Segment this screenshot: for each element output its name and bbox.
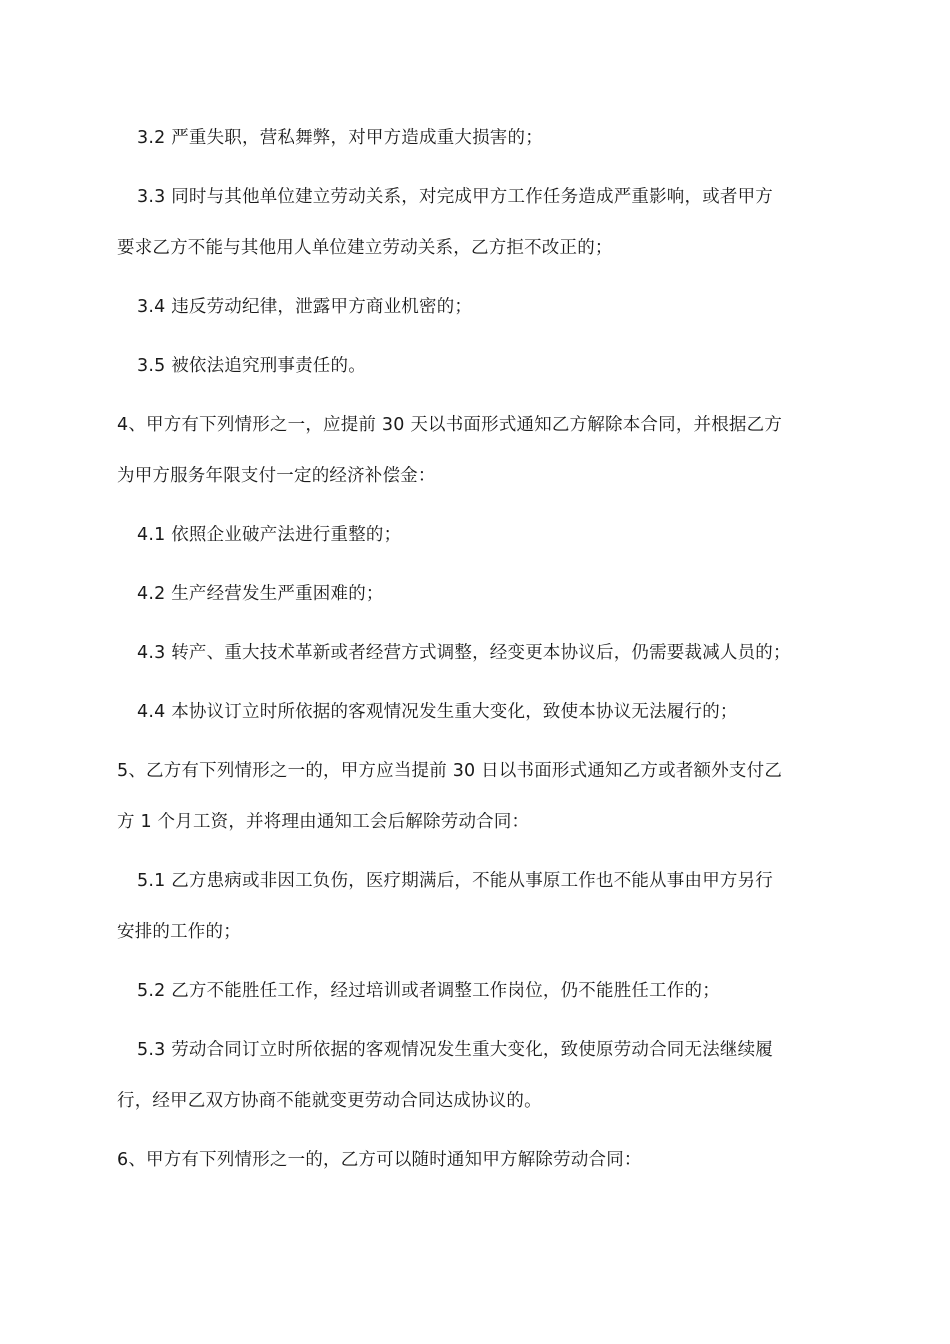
clause-5-1-line-2: 安排的工作的；	[117, 922, 241, 942]
clause-6: 6、甲方有下列情形之一的，乙方可以随时通知甲方解除劳动合同：	[117, 1150, 642, 1170]
clause-3-3-line-1: 3.3 同时与其他单位建立劳动关系，对完成甲方工作任务造成严重影响，或者甲方	[137, 187, 773, 207]
clause-4-line-2: 为甲方服务年限支付一定的经济补偿金：	[117, 466, 436, 486]
clause-4-line-1: 4、甲方有下列情形之一，应提前 30 天以书面形式通知乙方解除本合同，并根据乙方	[117, 415, 783, 435]
clause-4-3: 4.3 转产、重大技术革新或者经营方式调整，经变更本协议后，仍需要裁减人员的；	[137, 643, 791, 663]
clause-3-3-line-2: 要求乙方不能与其他用人单位建立劳动关系，乙方拒不改正的；	[117, 238, 613, 258]
clause-3-4: 3.4 违反劳动纪律，泄露甲方商业机密的；	[137, 297, 473, 317]
clause-5-line-1: 5、乙方有下列情形之一的，甲方应当提前 30 日以书面形式通知乙方或者额外支付乙	[117, 761, 783, 781]
clause-5-line-2: 方 1 个月工资，并将理由通知工会后解除劳动合同：	[117, 812, 530, 832]
clause-5-1-line-1: 5.1 乙方患病或非因工负伤，医疗期满后，不能从事原工作也不能从事由甲方另行	[137, 871, 773, 891]
clause-3-2: 3.2 严重失职，营私舞弊，对甲方造成重大损害的；	[137, 128, 543, 148]
clause-4-1: 4.1 依照企业破产法进行重整的；	[137, 525, 402, 545]
clause-5-3-line-1: 5.3 劳动合同订立时所依据的客观情况发生重大变化，致使原劳动合同无法继续履	[137, 1040, 773, 1060]
clause-3-5: 3.5 被依法追究刑事责任的。	[137, 356, 366, 376]
clause-5-2: 5.2 乙方不能胜任工作，经过培训或者调整工作岗位，仍不能胜任工作的；	[137, 981, 720, 1001]
clause-4-2: 4.2 生产经营发生严重困难的；	[137, 584, 384, 604]
clause-5-3-line-2: 行，经甲乙双方协商不能就变更劳动合同达成协议的。	[117, 1091, 542, 1111]
clause-4-4: 4.4 本协议订立时所依据的客观情况发生重大变化，致使本协议无法履行的；	[137, 702, 738, 722]
